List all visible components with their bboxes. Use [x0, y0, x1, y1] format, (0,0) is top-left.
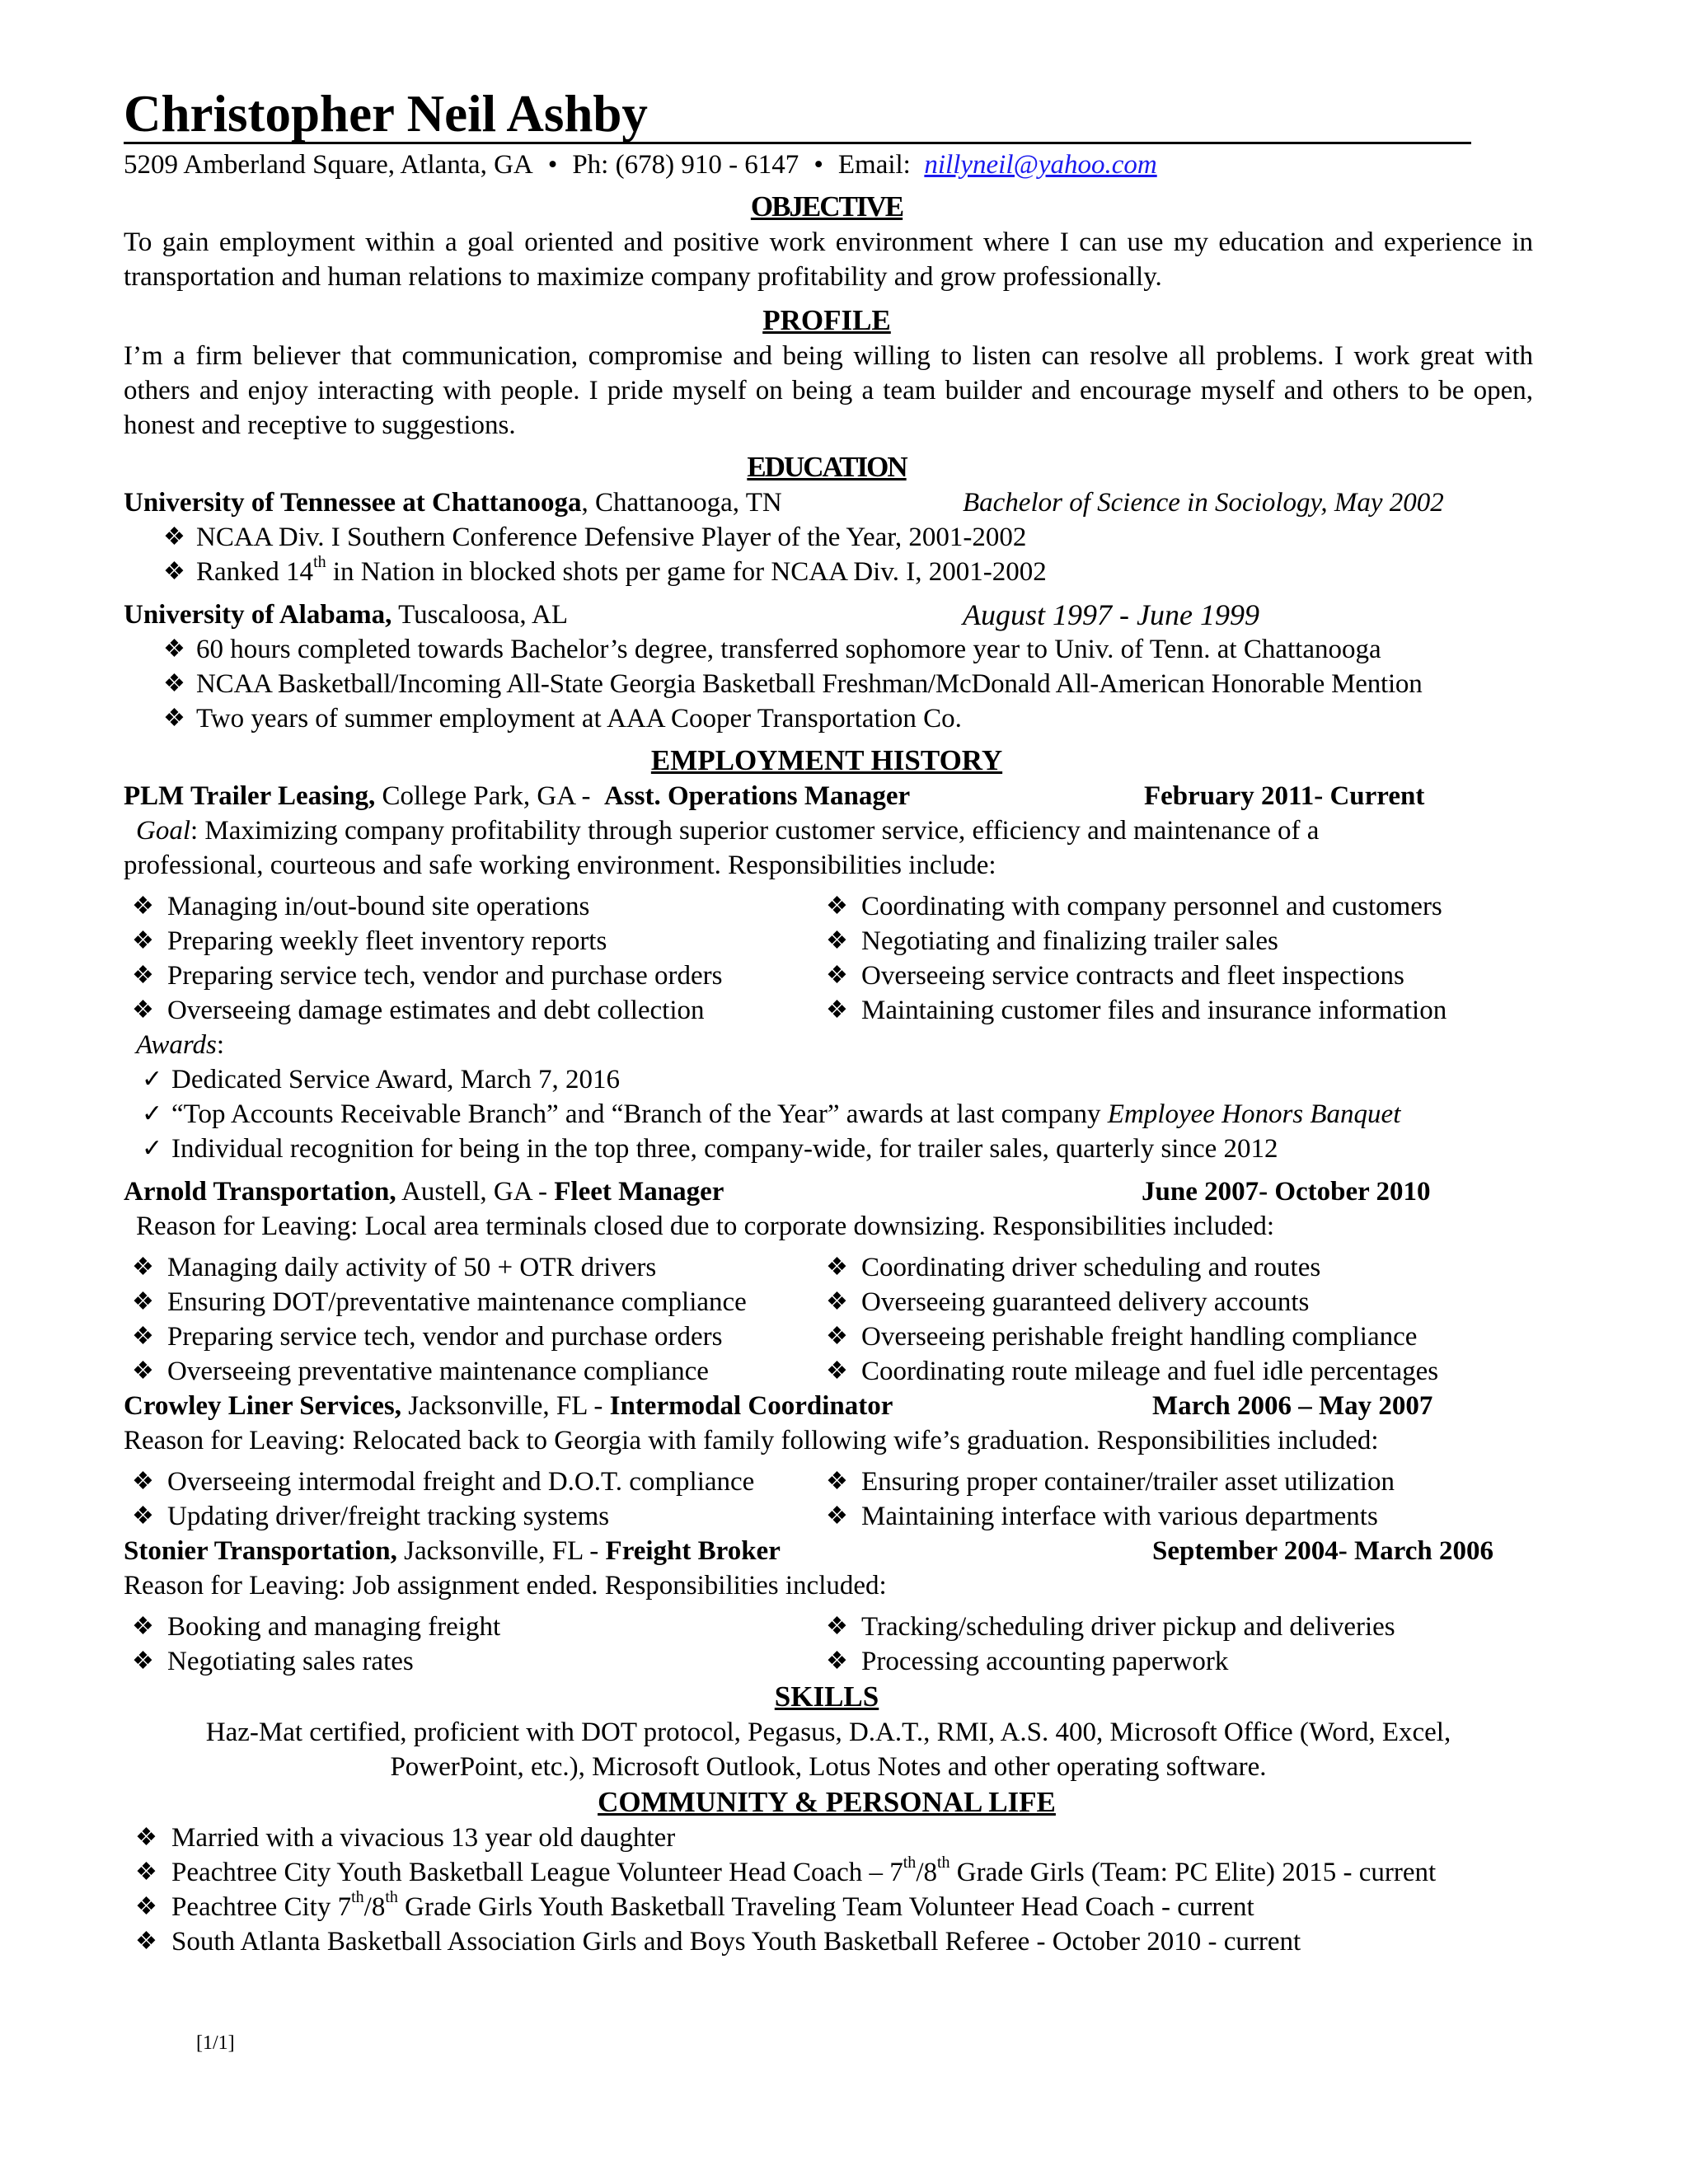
- company-location: Austell, GA -: [396, 1177, 555, 1207]
- diamond-bullet-icon: ❖: [163, 558, 185, 585]
- job-role: Asst. Operations Manager: [603, 781, 911, 811]
- diamond-bullet-icon: ❖: [132, 1502, 154, 1530]
- profile-heading: PROFILE: [762, 304, 891, 336]
- objective-heading: OBJECTIVE: [750, 190, 903, 223]
- list-item: ❖ NCAA Basketball/Incoming All-State Georgia Basketball Freshman/McDonald All-American Honorable Mention: [124, 667, 1533, 701]
- email-link[interactable]: nillyneil@yahoo.com: [924, 150, 1157, 180]
- job-role: Freight Broker: [605, 1536, 781, 1566]
- school-row: [124, 485, 1533, 520]
- resume-page: Christopher Neil Ashby 5209 Amberland Square, Atlanta, GA • Ph: (678) 910 - 6147 • Email: nillyneil@yahoo.com OBJECTIVE To gain employment within a goal oriented and positive work environment where I can use my education and experience in transportation and human relations to maximize company profitability and grow professionally. PROFILE I’m a firm believer that communication, compromise and being willing to listen can resolve all problems. I work great with others and enjoy interacting with people. I pride myself on being a team builder and encourage myself and others to be open, honest and receptive to suggestions. EDUCATION University of Tennessee at Chattanooga, Chattanooga, TN Bachelor of Science in Sociology, May 2002 ❖ NCAA Div. I Southern Conference Defensive Player of the Year, 2001-2002 ❖ Ranked 14th in Nation in blocked shots per game for NCAA Div. I, 2001-2002 University of Alabama, Tuscaloosa, AL August 1997 - June 1999 ❖ 60 hours completed towards Bachelor’s degree, transferred sophomore year to Univ. of Tenn. at Chattanooga ❖ NCAA Basketball/Incoming All-State Georgia Basketball Freshman/McDonald All-American Honorable Mention ❖ Two years of summer employment at AAA Cooper Transportation Co. EMPLOYMENT HISTORY PLM Trailer Leasing, College Park, GA - Asst. Operations Manager February 2011- Current Goal: Maximizing company profitability through superior customer service, efficiency and maintenance of a professional, courteous and safe working environment. Responsibilities include: ❖ Managing in/out-bound site operations ❖ Preparing weekly fleet inventory reports ❖ Preparing service tech, vendor and purchase orders ❖ Overseeing damage estimates and debt collection ❖ Coordinating with company personnel and customers ❖ Negotiating and finalizing trailer sales ❖ Overseeing service contracts and fleet inspections ❖ Maintaining customer files and insurance information Awards: ✓ Dedicated Service Award, March 7, 2016 ✓ “Top Accounts Receivable Branch” and “Branch of the Year” awards at last company Employee Honors Banquet ✓ Individual recognition for being in the top three, company-wide, for trailer sales, quarterly since 2012 Arnold Transportation, Austell, GA - Fleet Manager June 2007- October 2010 Reason for Leaving: Local area terminals closed due to corporate downsizing. Responsibilities included: ❖ Managing daily activity of 50 + OTR drivers ❖ Ensuring DOT/preventative maintenance compliance ❖ Preparing service tech, vendor and purchase orders ❖ Overseeing preventative maintenance compliance ❖ Coordinating driver scheduling and routes ❖ Overseeing guaranteed delivery accounts ❖ Overseeing perishable freight handling compliance ❖ Coordinating route mileage and fuel idle percentages Crowley Liner Services, Jacksonville, FL - Intermodal Coordinator March 2006 – May 2007 Reason for Leaving: Relocated back to Georgia with family following wife’s graduation. Responsibilities included: ❖ Overseeing intermodal freight and D.O.T. compliance ❖ Updating driver/freight tracking systems ❖ Ensuring proper container/trailer asset utilization ❖ Maintaining interface with various departments Stonier Transportation, Jacksonville, FL - Freight Broker September 2004- March 2006 Reason for Leaving: Job assignment ended. Responsibilities included: ❖ Booking and managing freight ❖ Negotiating sales rates ❖ Tracking/scheduling driver pickup and deliveries ❖ Processing accounting paperwork SKILLS Haz-Mat certified, proficient with DOT protocol, Pegasus, D.A.T., RMI, A.S. 400, Microsoft Office (Word, Excel, PowerPoint, etc.), Microsoft Outlook, Lotus Notes and other operating software. COMMUNITY & PERSONAL LIFE ❖ Married with a vivacious 13 year old daughter ❖ Peachtree City Youth Basketball League Volunteer Head Coach – 7th/8th Grade Girls (Team: PC Elite) 2015 - current ❖ Peachtree City 7th/8th Grade Girls Youth Basketball Traveling Team Volunteer Head Coach - current ❖ South Atlanta Basketball Association Girls and Boys Youth Basketball Referee - October 2010 - current: [124, 89, 1533, 1959]
- candidate-name: Christopher Neil Ashby: [124, 85, 648, 143]
- diamond-bullet-icon: ❖: [132, 996, 154, 1024]
- name-underline: [124, 142, 1471, 144]
- job-role: Fleet Manager: [554, 1177, 724, 1207]
- diamond-bullet-icon: ❖: [132, 1288, 154, 1315]
- reason-for-leaving: Reason for Leaving: Job assignment ended. Responsibilities included:: [124, 1571, 887, 1601]
- reason-for-leaving: Reason for Leaving: Local area terminals closed due to corporate downsizing. Responsibilities included:: [136, 1212, 1275, 1241]
- skills-heading: SKILLS: [774, 1680, 879, 1713]
- school-name: University of Tennessee at Chattanooga: [124, 488, 582, 518]
- diamond-bullet-icon: ❖: [132, 1254, 154, 1281]
- job-dates: September 2004- March 2006: [1152, 1536, 1493, 1566]
- school-detail: Bachelor of Science in Sociology, May 2002: [963, 488, 1444, 518]
- diamond-bullet-icon: ❖: [826, 996, 848, 1024]
- email-label: Email:: [837, 150, 911, 180]
- name-row: [124, 85, 1533, 145]
- company-location: Jacksonville, FL -: [396, 1536, 606, 1566]
- contact-line: [124, 148, 1533, 182]
- awards-label: Awards: [136, 1030, 217, 1060]
- responsibilities-columns: ❖ Managing daily activity of 50 + OTR drivers ❖ Ensuring DOT/preventative maintenance compliance ❖ Preparing service tech, vendor and purchase orders ❖ Overseeing preventative maintenance compliance ❖ Coordinating driver scheduling and routes ❖ Overseeing guaranteed delivery accounts ❖ Overseeing perishable freight handling compliance ❖ Coordinating route mileage and fuel idle percentages: [124, 1250, 1533, 1389]
- school-detail: August 1997 - June 1999: [963, 598, 1259, 631]
- list-item: ✓ Dedicated Service Award, March 7, 2016: [124, 1062, 1533, 1097]
- diamond-bullet-icon: ❖: [135, 1893, 157, 1920]
- company-name: Stonier Transportation,: [124, 1536, 397, 1566]
- diamond-bullet-icon: ❖: [826, 1613, 848, 1640]
- company-location: College Park, GA -: [375, 781, 598, 811]
- responsibilities-columns: ❖ Booking and managing freight ❖ Negotiating sales rates ❖ Tracking/scheduling driver pickup and deliveries ❖ Processing accounting paperwork: [124, 1610, 1533, 1679]
- skills-line: PowerPoint, etc.), Microsoft Outlook, Lotus Notes and other operating software.: [390, 1752, 1267, 1782]
- list-item: ❖ Ranked 14th in Nation in blocked shots per game for NCAA Div. I, 2001-2002: [124, 555, 1533, 589]
- job-row: [124, 779, 1533, 813]
- responsibilities-columns: ❖ Overseeing intermodal freight and D.O.T. compliance ❖ Updating driver/freight tracking systems ❖ Ensuring proper container/trailer asset utilization ❖ Maintaining interface with various departments: [124, 1465, 1533, 1534]
- responsibilities-columns: ❖ Managing in/out-bound site operations ❖ Preparing weekly fleet inventory reports ❖ Preparing service tech, vendor and purchase orders ❖ Overseeing damage estimates and debt collection ❖ Coordinating with company personnel and customers ❖ Negotiating and finalizing trailer sales ❖ Overseeing service contracts and fleet inspections ❖ Maintaining customer files and insurance information: [124, 889, 1533, 1028]
- list-item: ❖ Two years of summer employment at AAA Cooper Transportation Co.: [124, 701, 1533, 736]
- company-name: PLM Trailer Leasing,: [124, 781, 376, 811]
- list-item: ✓ “Top Accounts Receivable Branch” and “Branch of the Year” awards at last company Employee Honors Banquet: [124, 1097, 1533, 1132]
- diamond-bullet-icon: ❖: [163, 635, 185, 663]
- list-item: ❖ South Atlanta Basketball Association Girls and Boys Youth Basketball Referee - October 2010 - current: [124, 1924, 1533, 1959]
- job-row: [124, 1174, 1533, 1209]
- company-location: Jacksonville, FL -: [401, 1391, 610, 1421]
- diamond-bullet-icon: ❖: [132, 1357, 154, 1385]
- job-dates: February 2011- Current: [1144, 781, 1425, 811]
- page-number: [1/1]: [196, 2032, 235, 2054]
- list-item: ❖ 60 hours completed towards Bachelor’s degree, transferred sophomore year to Univ. of Tenn. at Chattanooga: [124, 632, 1533, 667]
- diamond-bullet-icon: ❖: [826, 1254, 848, 1281]
- diamond-bullet-icon: ❖: [826, 1323, 848, 1350]
- diamond-bullet-icon: ❖: [135, 1928, 157, 1955]
- job-row: [124, 1534, 1533, 1568]
- diamond-bullet-icon: ❖: [163, 670, 185, 697]
- checkmark-icon: ✓: [142, 1135, 163, 1162]
- community-heading: COMMUNITY & PERSONAL LIFE: [598, 1786, 1056, 1818]
- skills-line: Haz-Mat certified, proficient with DOT protocol, Pegasus, D.A.T., RMI, A.S. 400, Microsoft Office (Word, Excel,: [205, 1718, 1451, 1747]
- diamond-bullet-icon: ❖: [826, 1357, 848, 1385]
- list-item: ❖ Peachtree City Youth Basketball League Volunteer Head Coach – 7th/8th Grade Girls (Team: PC Elite) 2015 - current: [124, 1855, 1533, 1890]
- objective-text: To gain employment within a goal oriented and positive work environment where I can use my education and experience in transportation and human relations to maximize company profitability and grow professionally.: [124, 227, 1533, 292]
- diamond-bullet-icon: ❖: [132, 1468, 154, 1495]
- job-row: [124, 1389, 1533, 1423]
- goal-label: Goal: [136, 816, 190, 846]
- school-location: Tuscaloosa, AL: [392, 600, 569, 630]
- profile-text: I’m a firm believer that communication, compromise and being willing to listen can resolve all problems. I work great with others and enjoy interacting with people. I pride myself on being a team builder and encourage myself and others to be open, honest and receptive to suggestions.: [124, 341, 1533, 440]
- school-location: , Chattanooga, TN: [581, 488, 782, 518]
- school-name: University of Alabama,: [124, 600, 392, 630]
- company-name: Arnold Transportation,: [124, 1177, 396, 1207]
- diamond-bullet-icon: ❖: [132, 962, 154, 989]
- diamond-bullet-icon: ❖: [163, 523, 185, 551]
- reason-for-leaving: Reason for Leaving: Relocated back to Georgia with family following wife’s graduation. Responsibilities included:: [124, 1426, 1379, 1455]
- diamond-bullet-icon: ❖: [826, 962, 848, 989]
- company-name: Crowley Liner Services,: [124, 1391, 401, 1421]
- diamond-bullet-icon: ❖: [132, 1647, 154, 1675]
- separator-dot: •: [814, 150, 823, 180]
- diamond-bullet-icon: ❖: [135, 1824, 157, 1851]
- diamond-bullet-icon: ❖: [132, 1613, 154, 1640]
- diamond-bullet-icon: ❖: [132, 927, 154, 954]
- diamond-bullet-icon: ❖: [135, 1858, 157, 1886]
- list-item: ❖ Peachtree City 7th/8th Grade Girls Youth Basketball Traveling Team Volunteer Head Coach - current: [124, 1890, 1533, 1924]
- list-item: ✓ Individual recognition for being in the top three, company-wide, for trailer sales, quarterly since 2012: [124, 1132, 1533, 1166]
- diamond-bullet-icon: ❖: [132, 893, 154, 920]
- diamond-bullet-icon: ❖: [163, 705, 185, 732]
- diamond-bullet-icon: ❖: [132, 1323, 154, 1350]
- list-item: ❖ Married with a vivacious 13 year old daughter: [124, 1821, 1533, 1855]
- diamond-bullet-icon: ❖: [826, 927, 848, 954]
- job-dates: March 2006 – May 2007: [1152, 1391, 1433, 1421]
- school-row: [124, 598, 1533, 632]
- phone: Ph: (678) 910 - 6147: [572, 150, 799, 180]
- address: 5209 Amberland Square, Atlanta, GA: [124, 150, 533, 180]
- diamond-bullet-icon: ❖: [826, 1468, 848, 1495]
- diamond-bullet-icon: ❖: [826, 1288, 848, 1315]
- job-role: Intermodal Coordinator: [609, 1391, 893, 1421]
- education-heading: EDUCATION: [747, 451, 907, 483]
- job-dates: June 2007- October 2010: [1142, 1177, 1431, 1207]
- diamond-bullet-icon: ❖: [826, 1502, 848, 1530]
- diamond-bullet-icon: ❖: [826, 1647, 848, 1675]
- list-item: ❖ NCAA Div. I Southern Conference Defensive Player of the Year, 2001-2002: [124, 520, 1533, 555]
- diamond-bullet-icon: ❖: [826, 893, 848, 920]
- checkmark-icon: ✓: [142, 1066, 163, 1093]
- checkmark-icon: ✓: [142, 1100, 163, 1127]
- employment-heading: EMPLOYMENT HISTORY: [650, 744, 1003, 776]
- separator-dot: •: [547, 150, 558, 180]
